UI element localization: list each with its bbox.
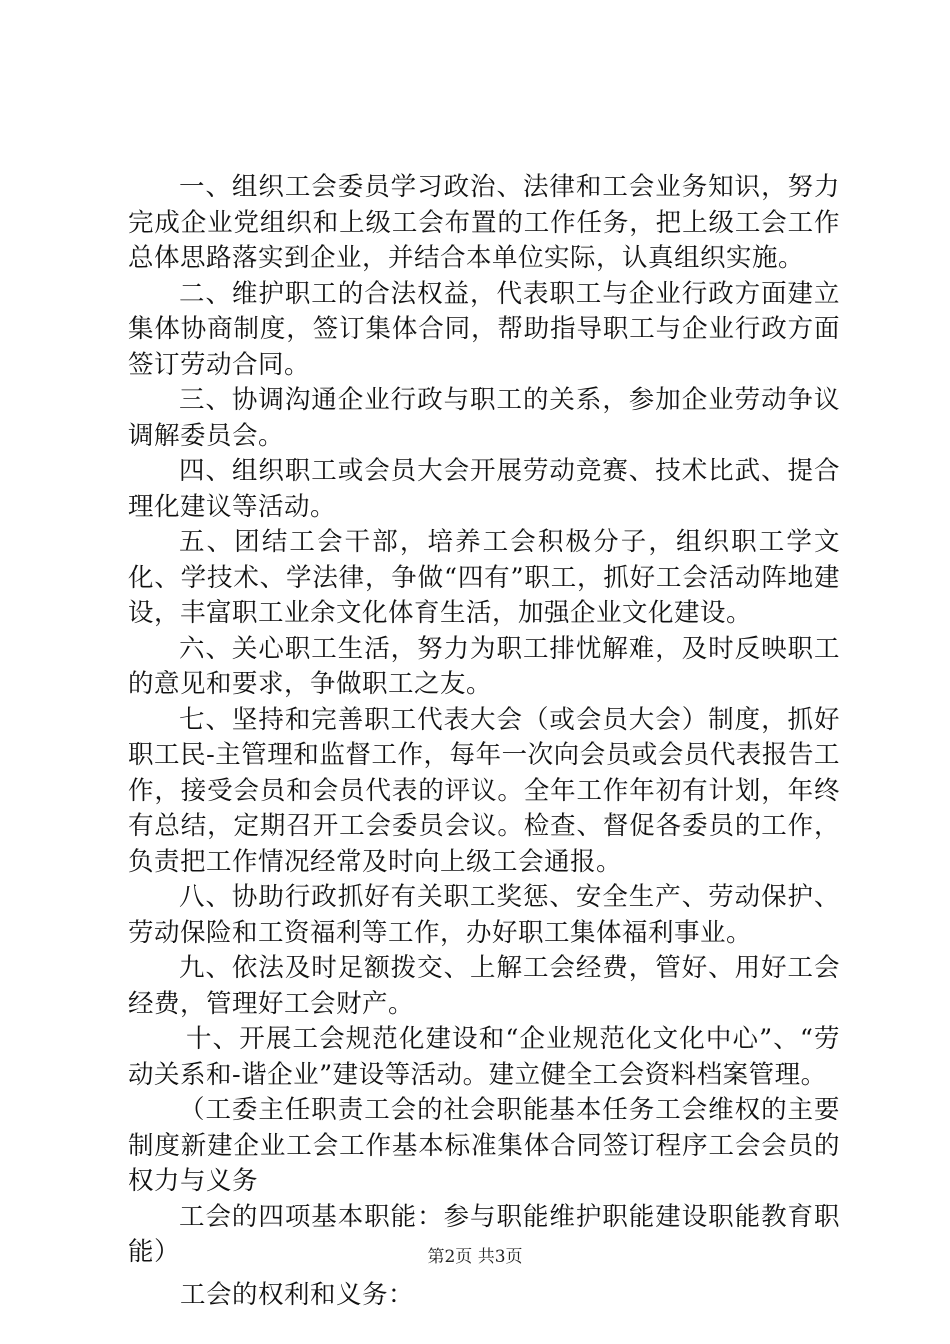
paragraph-3: 三、协调沟通企业行政与职工的关系，参加企业劳动争议调解委员会。: [128, 385, 840, 451]
paragraph-6: 六、关心职工生活，努力为职工排忧解难，及时反映职工的意见和要求，争做职工之友。: [128, 633, 840, 699]
paragraph-10: 十、开展工会规范化建设和“企业规范化文化中心”、“劳动关系和-谐企业”建设等活动。建立健全工会资料档案管理。: [128, 1024, 840, 1090]
paragraph-rights: 工会的权利和义务：: [180, 1279, 415, 1310]
paragraph-7: 七、坚持和完善职工代表大会（或会员大会）制度，抓好职工民-主管理和监督工作，每年一次向会员或会员代表报告工作，接受会员和会员代表的评议。全年工作年初有计划，年终有总结，定期召开工会委员会议。检查、督促各委员的工作，负责把工作情况经常及时向上级工会通报。: [128, 704, 840, 877]
document-body: [128, 170, 840, 1313]
page-number: 第2页 共3页: [427, 1247, 523, 1267]
paragraph-functions: 工会的四项基本职能：参与职能维护职能建设职能教育职能）: [128, 1201, 840, 1267]
paragraph-5: 五、团结工会干部，培养工会积极分子，组织职工学文化、学技术、学法律，争做“四有”职工，抓好工会活动阵地建设，丰富职工业余文化体育生活，加强企业文化建设。: [128, 527, 840, 628]
paragraph-1: 一、组织工会委员学习政治、法律和工会业务知识，努力完成企业党组织和上级工会布置的工作任务，把上级工会工作总体思路落实到企业，并结合本单位实际，认真组织实施。: [128, 172, 840, 273]
paragraph-note: （工委主任职责工会的社会职能基本任务工会维权的主要制度新建企业工会工作基本标准集体合同签订程序工会会员的权力与义务: [128, 1095, 840, 1196]
paragraph-4: 四、组织职工或会员大会开展劳动竞赛、技术比武、提合理化建议等活动。: [128, 456, 840, 522]
paragraph-8: 八、协助行政抓好有关职工奖惩、安全生产、劳动保护、劳动保险和工资福利等工作，办好职工集体福利事业。: [128, 882, 840, 948]
paragraph-2: 二、维护职工的合法权益，代表职工与企业行政方面建立集体协商制度，签订集体合同，帮助指导职工与企业行政方面签订劳动合同。: [128, 278, 840, 380]
paragraph-9: 九、依法及时足额拨交、上解工会经费，管好、用好工会经费，管理好工会财产。: [128, 953, 840, 1019]
